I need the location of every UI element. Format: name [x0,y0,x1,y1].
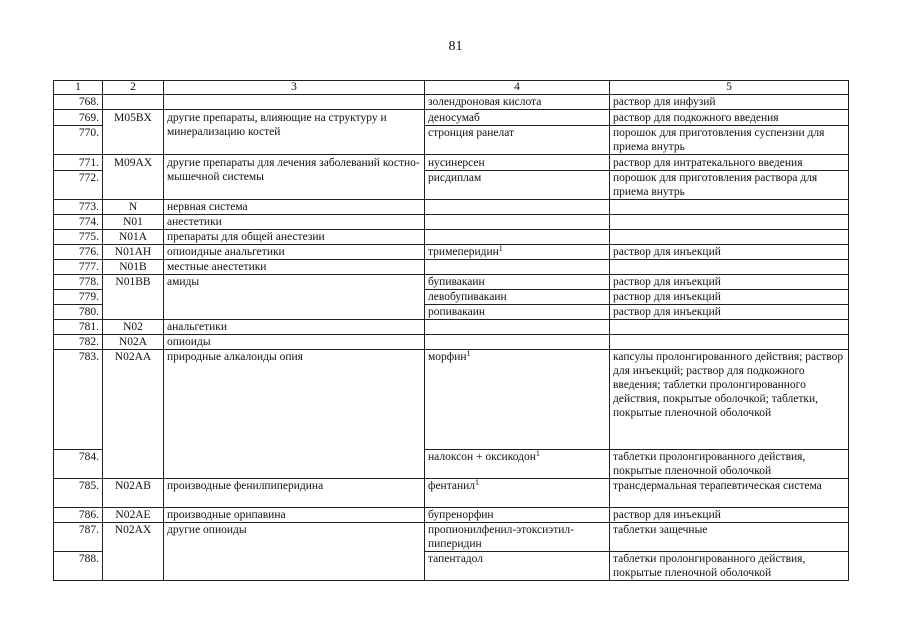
atc-code: N [103,200,164,215]
row-number: 773. [54,200,103,215]
atc-code: N01A [103,230,164,245]
table-row [54,245,849,260]
dosage-form [610,320,849,335]
drug-name: тапентадол [425,552,610,581]
drug-name: левобупивакаин [425,290,610,305]
drug-name [425,200,610,215]
atc-code: N02AB [103,479,164,508]
dosage-form [610,200,849,215]
dosage-form: раствор для инъекций [610,290,849,305]
atc-code: N02A [103,335,164,350]
row-number: 776. [54,245,103,260]
header-row [54,81,849,95]
dosage-form: раствор для инъекций [610,305,849,320]
drug-name: тримеперидин [428,246,499,258]
dosage-form: таблетки пролонгированного действия, покрытые пленочной оболочкой [610,552,849,581]
group-name: другие опиоиды [164,523,425,581]
group-name: препараты для общей анестезии [164,230,425,245]
atc-code: N02 [103,320,164,335]
drug-cell [425,350,610,450]
table-row [54,230,849,245]
drug-name [425,335,610,350]
drug-name [425,320,610,335]
row-number: 783. [54,350,103,450]
drug-name: фентанил [428,480,476,492]
dosage-form: раствор для инъекций [610,508,849,523]
dosage-form [610,260,849,275]
atc-code: N02AA [103,350,164,479]
group-name: нервная система [164,200,425,215]
atc-code: M09AX [103,155,164,200]
row-number: 786. [54,508,103,523]
drug-name [425,230,610,245]
dosage-form: раствор для интратекального введения [610,155,849,171]
medicines-table [53,80,849,581]
dosage-form [610,335,849,350]
row-number: 780. [54,305,103,320]
drug-name: налоксон + оксикодон [428,451,536,463]
group-name: опиоиды [164,335,425,350]
drug-name: пропионилфенил-этоксиэтил-пиперидин [425,523,610,552]
table-row [54,350,849,450]
table-row [54,110,849,126]
page-number: 81 [448,39,463,54]
dosage-form [610,215,849,230]
atc-code [103,95,164,110]
table-row [54,335,849,350]
row-number: 782. [54,335,103,350]
atc-code: N01 [103,215,164,230]
drug-name: деносумаб [425,110,610,126]
drug-name: стронция ранелат [425,126,610,155]
drug-name: нусинерсен [425,155,610,171]
dosage-form [610,230,849,245]
footnote-mark: 1 [498,244,503,253]
dosage-form: трансдермальная терапевтическая система [610,479,849,508]
atc-code: N01AH [103,245,164,260]
dosage-form: порошок для приготовления раствора для приема внутрь [610,171,849,200]
column-header-4: 4 [425,81,610,95]
group-name: анестетики [164,215,425,230]
dosage-form: раствор для инъекций [610,275,849,290]
drug-cell [425,245,610,260]
dosage-form: таблетки пролонгированного действия, покрытые пленочной оболочкой [610,450,849,479]
row-number: 769. [54,110,103,126]
column-header-2: 2 [103,81,164,95]
drug-name: бупивакаин [425,275,610,290]
group-name: другие препараты, влияющие на структуру и минерализацию костей [164,110,425,155]
group-name: местные анестетики [164,260,425,275]
dosage-form: порошок для приготовления суспензии для приема внутрь [610,126,849,155]
column-header-1: 1 [54,81,103,95]
row-number: 781. [54,320,103,335]
drug-name [425,215,610,230]
table-row [54,523,849,552]
dosage-form: раствор для подкожного введения [610,110,849,126]
row-number: 768. [54,95,103,110]
table-row [54,508,849,523]
dosage-form: раствор для инфузий [610,95,849,110]
drug-cell [425,450,610,479]
table-row [54,479,849,508]
column-header-5: 5 [610,81,849,95]
row-number: 784. [54,450,103,479]
row-number: 772. [54,171,103,200]
row-number: 778. [54,275,103,290]
table-row [54,215,849,230]
table-row [54,275,849,290]
dosage-form: раствор для инъекций [610,245,849,260]
drug-cell [425,479,610,508]
footnote-mark: 1 [466,349,471,358]
atc-code: N01BB [103,275,164,320]
atc-code: N02AX [103,523,164,581]
atc-code: M05BX [103,110,164,155]
table-row [54,155,849,171]
drug-name: ропивакаин [425,305,610,320]
dosage-form: таблетки защечные [610,523,849,552]
table-row [54,95,849,110]
drug-name [425,260,610,275]
drug-name: морфин [428,351,467,363]
group-name: опиоидные анальгетики [164,245,425,260]
footnote-mark: 1 [535,449,540,458]
row-number: 775. [54,230,103,245]
group-name: природные алкалоиды опия [164,350,425,479]
atc-code: N01B [103,260,164,275]
group-name: производные орипавина [164,508,425,523]
drug-name: золендроновая кислота [425,95,610,110]
group-name: другие препараты для лечения заболеваний костно-мышечной системы [164,155,425,200]
row-number: 787. [54,523,103,552]
atc-code: N02AE [103,508,164,523]
table-row [54,200,849,215]
row-number: 770. [54,126,103,155]
row-number: 777. [54,260,103,275]
table-row [54,320,849,335]
dosage-form: капсулы пролонгированного действия; раствор для инъекций; раствор для подкожного введения; таблетки пролонгированного действия, покрытые оболочкой; таблетки, покрытые пленочной оболочкой [610,350,849,450]
group-name [164,95,425,110]
row-number: 774. [54,215,103,230]
row-number: 788. [54,552,103,581]
footnote-mark: 1 [475,478,480,487]
drug-name: рисдиплам [425,171,610,200]
group-name: амиды [164,275,425,320]
group-name: анальгетики [164,320,425,335]
table-row [54,260,849,275]
row-number: 771. [54,155,103,171]
row-number: 785. [54,479,103,508]
column-header-3: 3 [164,81,425,95]
row-number: 779. [54,290,103,305]
drug-name: бупренорфин [425,508,610,523]
group-name: производные фенилпиперидина [164,479,425,508]
